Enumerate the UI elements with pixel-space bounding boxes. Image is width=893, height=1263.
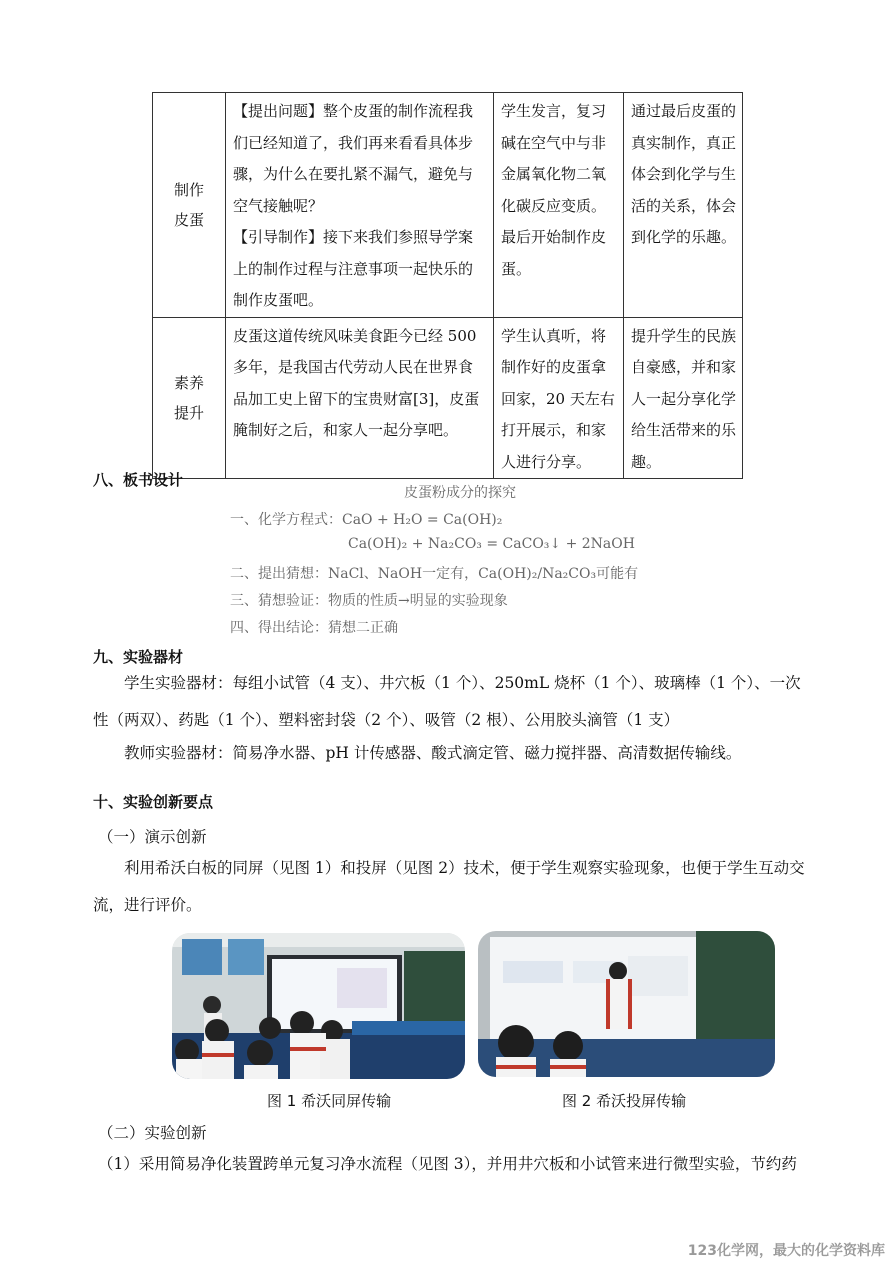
table-row [153, 317, 743, 479]
teacher-text: 【提出问题】整个皮蛋的制作流程我们已经知道了，我们再来看看具体步骤，为什么在要扎紧不漏气，避免与空气接触呢？ [233, 102, 474, 215]
footer-watermark: 123化学网，最大的化学资料库 [687, 1243, 885, 1259]
section-heading: 八、板书设计 [93, 471, 184, 489]
figure-caption: 图 2 希沃投屏传输 [562, 1092, 687, 1110]
equation: CaO + H₂O = Ca(OH)₂ [342, 512, 503, 528]
table-row [153, 93, 743, 318]
paragraph: （1）采用简易净化装置跨单元复习净水流程（见图 3），并用井穴板和小试管来进行微型实验，节约药 [98, 1155, 797, 1173]
teacher-activity-cell [226, 93, 494, 318]
design-intent-cell: 提升学生的民族自豪感，并和家人一起分享化学给生活带来的乐趣。 [624, 317, 743, 479]
teacher-text: 【引导制作】接下来我们参照导学案上的制作过程与注意事项一起快乐的制作皮蛋吧。 [233, 228, 474, 309]
board-line: 二、提出猜想：NaCl、NaOH一定有，Ca(OH)₂/Na₂CO₃可能有 [230, 566, 639, 582]
student-activity-cell: 学生发言，复习碱在空气中与非金属氧化物二氧化碳反应变质。最后开始制作皮蛋。 [494, 93, 624, 318]
board-line: 三、猜想验证：物质的性质→明显的实验现象 [230, 593, 508, 609]
paragraph: 学生实验器材：每组小试管（4 支）、井穴板（1 个）、250mL 烧杯（1 个）、玻璃棒（1 个）、一次性（两双）、药匙（1 个）、塑料密封袋（2 个）、吸管（2 根）、公用胶头滴管（1 支） [93, 674, 801, 729]
section-heading: 十、实验创新要点 [93, 793, 214, 811]
classroom-photo-2 [478, 931, 775, 1077]
stage-cell: 素养 提升 [153, 317, 226, 479]
student-activity-cell: 学生认真听，将制作好的皮蛋拿回家，20 天左右打开展示，和家人进行分享。 [494, 317, 624, 479]
classroom-photo-1 [172, 933, 465, 1079]
teacher-text: 皮蛋这道传统风味美食距今已经 500 多年，是我国古代劳动人民在世界食品加工史上留下的宝贵财富[3]，皮蛋腌制好之后，和家人一起分享吧。 [233, 326, 480, 439]
lesson-table [152, 92, 743, 479]
design-intent-cell: 通过最后皮蛋的真实制作，真正体会到化学与生活的关系，体会到化学的乐趣。 [624, 93, 743, 318]
subheading: （二）实验创新 [98, 1124, 207, 1142]
subheading: （一）演示创新 [98, 828, 207, 846]
board-title: 皮蛋粉成分的探究 [404, 485, 516, 501]
teacher-activity-cell [226, 317, 494, 479]
equation: Ca(OH)₂ + Na₂CO₃ = CaCO₃↓ + 2NaOH [348, 536, 635, 552]
figure-caption: 图 1 希沃同屏传输 [267, 1092, 392, 1110]
stage-cell: 制作 皮蛋 [153, 93, 226, 318]
board-line [230, 509, 502, 529]
board-label: 一、化学方程式： [230, 512, 342, 528]
paragraph: 教师实验器材：简易净水器、pH 计传感器、酸式滴定管、磁力搅拌器、高清数据传输线。 [124, 744, 742, 762]
section-heading: 九、实验器材 [93, 648, 184, 666]
board-line: 四、得出结论：猜想二正确 [230, 620, 398, 636]
paragraph: 利用希沃白板的同屏（见图 1）和投屏（见图 2）技术，便于学生观察实验现象，也便于学生互动交流，进行评价。 [93, 859, 805, 914]
